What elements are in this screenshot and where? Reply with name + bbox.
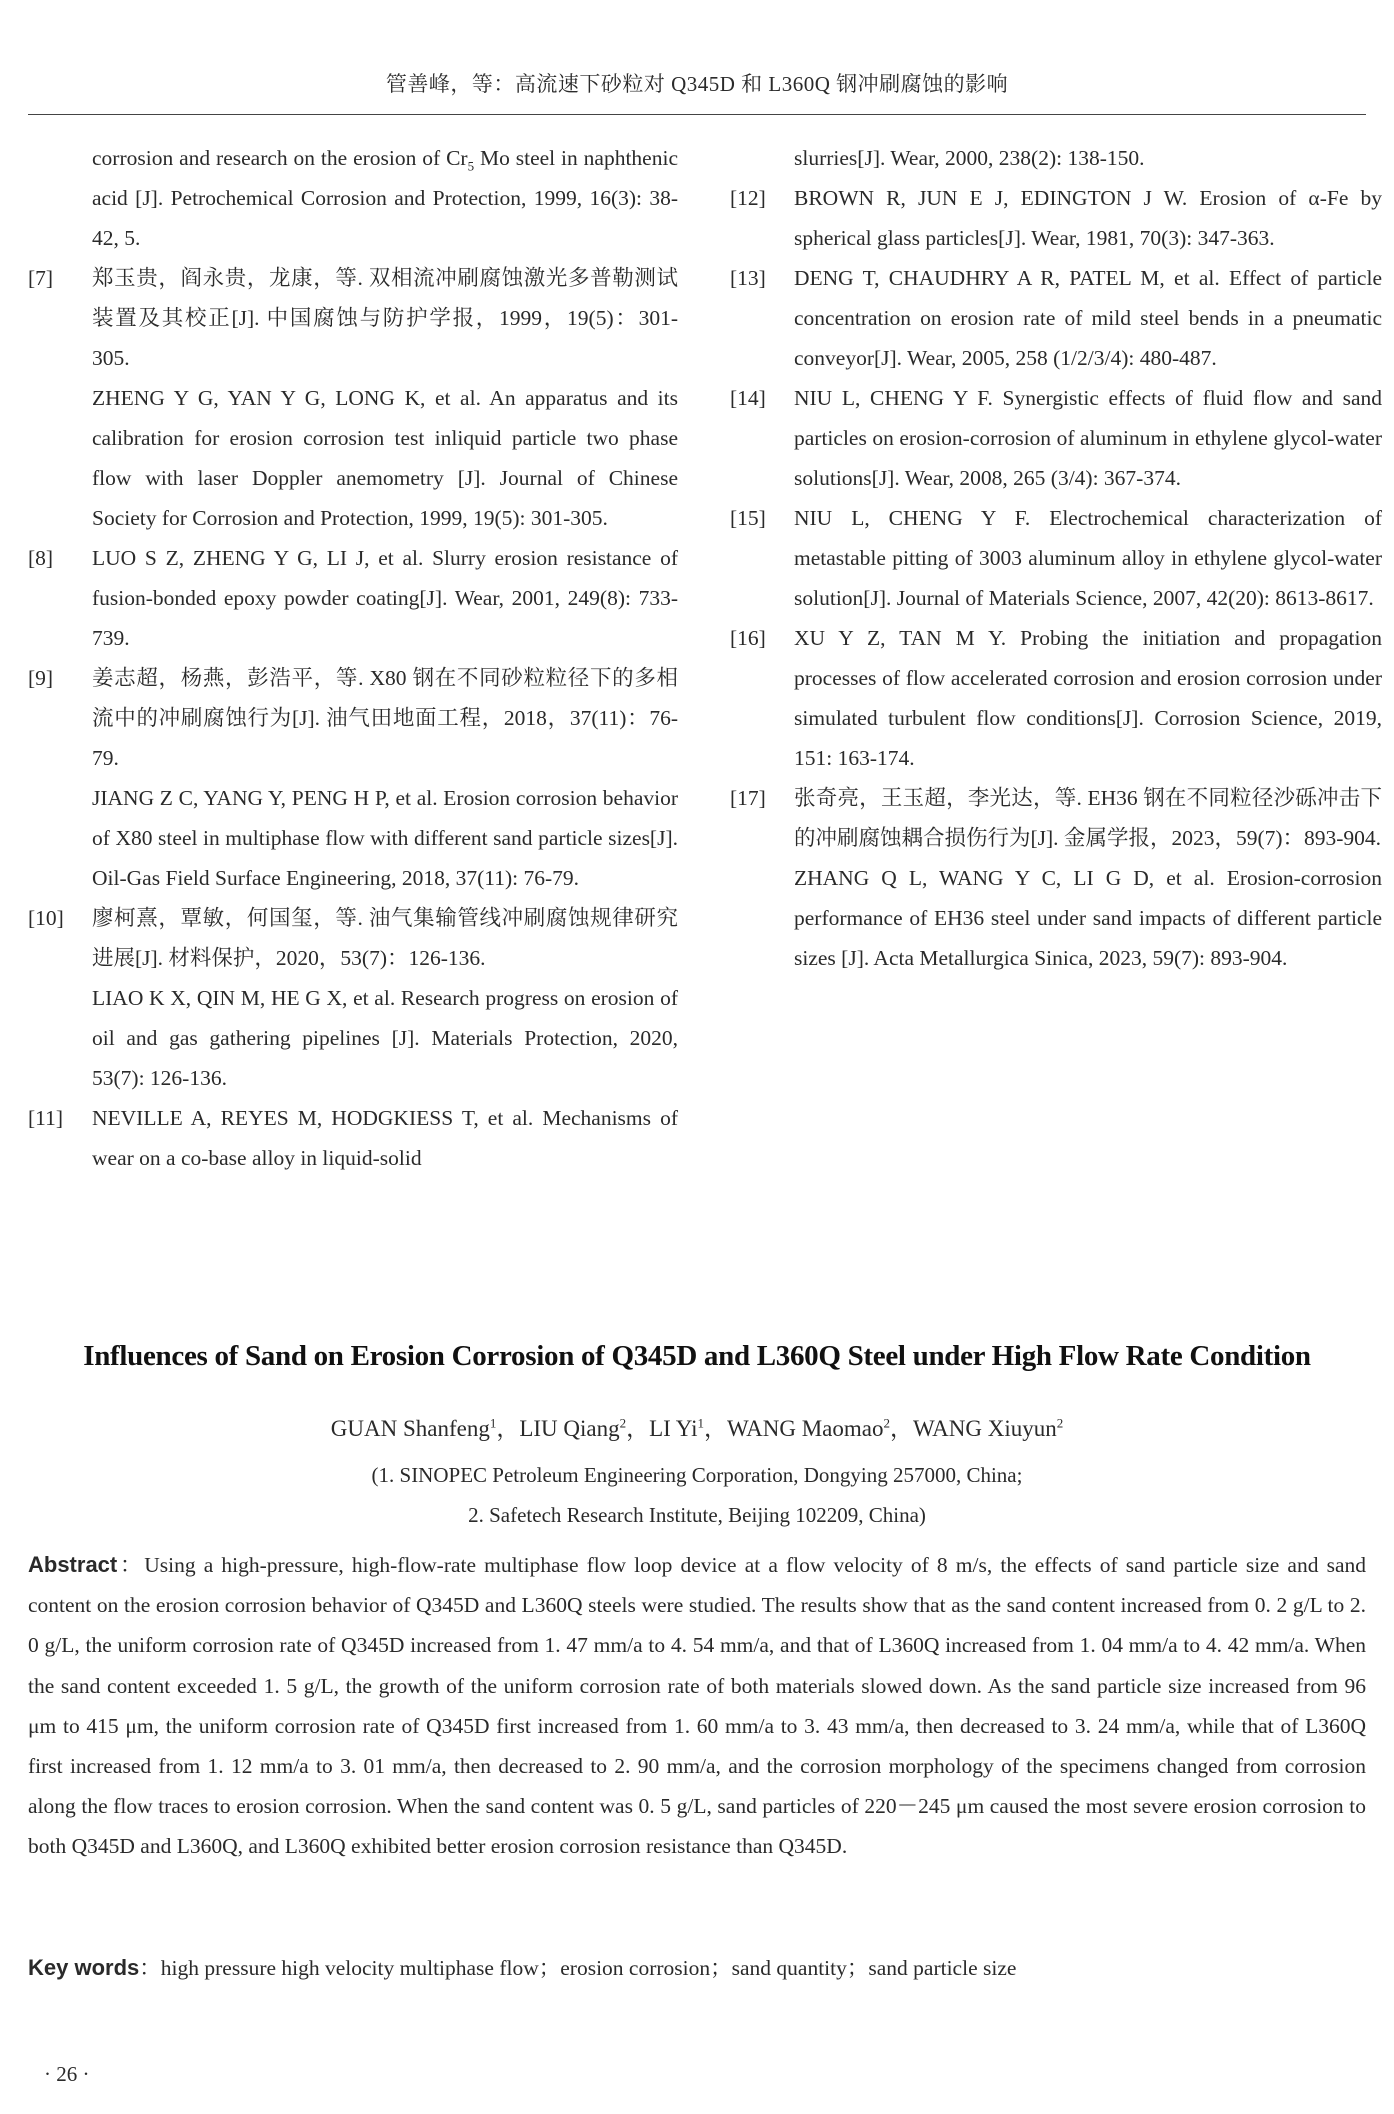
reference-9-english: JIANG Z C, YANG Y, PENG H P, et al. Erosion corrosion behavior of X80 steel in multiphase flow with different sand particle sizes[J]. Oil-Gas Field Surface Engineering, 2018, 37(11): 76-79. bbox=[92, 786, 678, 890]
reference-number: [16] bbox=[730, 626, 766, 650]
reference-number: [13] bbox=[730, 266, 766, 290]
reference-11 bbox=[28, 1098, 678, 1178]
reference-number: [7] bbox=[28, 266, 54, 290]
reference-12 bbox=[730, 178, 1382, 258]
references-right-column bbox=[730, 138, 1382, 978]
english-keywords bbox=[28, 1948, 1366, 1988]
abstract-colon: ： bbox=[117, 1553, 145, 1577]
reference-17 bbox=[730, 778, 1382, 858]
reference-8 bbox=[28, 538, 678, 658]
reference-number: [9] bbox=[28, 666, 54, 690]
reference-number: [10] bbox=[28, 906, 64, 930]
reference-number: [8] bbox=[28, 546, 54, 570]
reference-10-english: LIAO K X, QIN M, HE G X, et al. Research progress on erosion of oil and gas gathering pipelines [J]. Materials Protection, 2020, 53(7): 126-136. bbox=[92, 986, 678, 1090]
author-name: WANG Xiuyun bbox=[912, 1416, 1057, 1441]
author-separator: ， bbox=[889, 1416, 913, 1441]
reference-9 bbox=[28, 658, 678, 778]
author-affiliation-mark: 2 bbox=[883, 1415, 890, 1431]
author-separator: ， bbox=[626, 1416, 650, 1441]
affiliation-2: 2. Safetech Research Institute, Beijing 102209, China) bbox=[468, 1503, 926, 1527]
reference-text: NIU L, CHENG Y F. Electrochemical characterization of metastable pitting of 3003 aluminum alloy in ethylene glycol-water solution[J]. Journal of Materials Science, 2007, 42(20): 8613-8617. bbox=[794, 506, 1382, 610]
reference-continuation: slurries[J]. Wear, 2000, 238(2): 138-150. bbox=[794, 146, 1145, 170]
reference-7-english: ZHENG Y G, YAN Y G, LONG K, et al. An apparatus and its calibration for erosion corrosion test inliquid particle two phase flow with laser Doppler anemometry [J]. Journal of Chinese Society for Corrosion and Protection, 1999, 19(5): 301-305. bbox=[92, 386, 678, 530]
abstract-text: Using a high-pressure, high-flow-rate multiphase flow loop device at a flow velocity of 8 m/s, the effects of sand particle size and sand content on the erosion corrosion behavior of Q345D and L360Q steels were studied. The results show that as the sand content increased from 0. 2 g/L to 2. 0 g/L, the uniform corrosion rate of Q345D increased from 1. 47 mm/a to 4. 54 mm/a, and that of L360Q increased from 1. 04 mm/a to 4. 42 mm/a. When the sand content exceeded 1. 5 g/L, the growth of the uniform corrosion rate of both materials slowed down. As the sand particle size increased from 96 μm to 415 μm, the uniform corrosion rate of Q345D first increased from 1. 60 mm/a to 3. 43 mm/a, then decreased to 3. 24 mm/a, while that of L360Q first increased from 1. 12 mm/a to 3. 01 mm/a, then decreased to 2. 90 mm/a, and the corrosion morphology of the specimens changed from corrosion along the flow traces to erosion corrosion. When the sand content was 0. 5 g/L, sand particles of 220－245 μm caused the most severe erosion corrosion to both Q345D and L360Q, and L360Q exhibited better erosion corrosion resistance than Q345D. bbox=[28, 1553, 1366, 1859]
reference-number: [15] bbox=[730, 506, 766, 530]
english-title: Influences of Sand on Erosion Corrosion of Q345D and L360Q Steel under High Flow Rate Condition bbox=[83, 1340, 1311, 1372]
abstract-label: Abstract bbox=[28, 1552, 118, 1577]
reference-text: 廖柯熹，覃敏，何国玺，等. 油气集输管线冲刷腐蚀规律研究进展[J]. 材料保护，2020，53(7)：126-136. bbox=[92, 906, 678, 970]
affiliations bbox=[0, 1455, 1394, 1535]
author-affiliation-mark: 1 bbox=[489, 1415, 497, 1431]
author-separator: ， bbox=[496, 1416, 520, 1441]
reference-text: LUO S Z, ZHENG Y G, LI J, et al. Slurry erosion resistance of fusion-bonded epoxy powder coating[J]. Wear, 2001, 249(8): 733-739. bbox=[92, 546, 678, 650]
reference-number: [12] bbox=[730, 186, 766, 210]
author-affiliation-mark: 2 bbox=[1056, 1415, 1064, 1431]
reference-text: BROWN R, JUN E J, EDINGTON J W. Erosion of α-Fe by spherical glass particles[J]. Wear, 1981, 70(3): 347-363. bbox=[794, 186, 1382, 250]
keywords-colon: ： bbox=[139, 1956, 161, 1980]
page-number: · 26 · bbox=[44, 2062, 90, 2086]
author-list bbox=[0, 1410, 1394, 1443]
reference-number: [11] bbox=[28, 1106, 64, 1130]
reference-continuation: corrosion and research on the erosion of $Cr_5$ Mo steel in naphthenic acid [J]. Petrochemical Corrosion and Protection, 1999, 16(3): 38-42, 5. bbox=[92, 146, 678, 250]
reference-7 bbox=[28, 258, 678, 378]
author-separator: ， bbox=[703, 1416, 727, 1441]
author-name: LIU Qiang bbox=[519, 1416, 620, 1441]
reference-text: 郑玉贵，阎永贵，龙康，等. 双相流冲刷腐蚀激光多普勒测试装置及其校正[J]. 中国腐蚀与防护学报，1999，19(5)：301-305. bbox=[92, 266, 678, 370]
running-header: 管善峰，等：高流速下砂粒对 Q345D 和 L360Q 钢冲刷腐蚀的影响 bbox=[385, 72, 1009, 96]
reference-10 bbox=[28, 898, 678, 978]
header-divider bbox=[28, 114, 1366, 115]
reference-text: NEVILLE A, REYES M, HODGKIESS T, et al. Mechanisms of wear on a co-base alloy in liquid-solid bbox=[92, 1106, 678, 1170]
reference-text: NIU L, CHENG Y F. Synergistic effects of fluid flow and sand particles on erosion-corrosion of aluminum in ethylene glycol-water solutions[J]. Wear, 2008, 265 (3/4): 367-374. bbox=[794, 386, 1382, 490]
reference-text: 姜志超，杨燕，彭浩平，等. X80 钢在不同砂粒粒径下的多相流中的冲刷腐蚀行为[J]. 油气田地面工程，2018，37(11)：76-79. bbox=[92, 666, 678, 770]
reference-text: 张奇亮，王玉超，李光达，等. EH36 钢在不同粒径沙砾冲击下的冲刷腐蚀耦合损伤行为[J]. 金属学报，2023，59(7)：893-904. bbox=[794, 786, 1382, 850]
reference-15 bbox=[730, 498, 1382, 618]
reference-text: DENG T, CHAUDHRY A R, PATEL M, et al. Effect of particle concentration on erosion rate of mild steel bends in a pneumatic conveyor[J]. Wear, 2005, 258 (1/2/3/4): 480-487. bbox=[794, 266, 1382, 370]
author-name: LI Yi bbox=[649, 1416, 698, 1441]
reference-number: [14] bbox=[730, 386, 766, 410]
author-name: WANG Maomao bbox=[726, 1416, 884, 1441]
reference-13 bbox=[730, 258, 1382, 378]
author-affiliation-mark: 1 bbox=[697, 1415, 704, 1431]
reference-16 bbox=[730, 618, 1382, 778]
keywords-text: high pressure high velocity multiphase flow；erosion corrosion；sand quantity；sand particle size bbox=[160, 1956, 1017, 1980]
reference-text: XU Y Z, TAN M Y. Probing the initiation and propagation processes of flow accelerated corrosion and erosion corrosion under simulated turbulent flow conditions[J]. Corrosion Science, 2019, 151: 163-174. bbox=[794, 626, 1382, 770]
keywords-label: Key words bbox=[28, 1955, 140, 1980]
author-name: GUAN Shanfeng bbox=[330, 1416, 490, 1441]
english-abstract bbox=[28, 1545, 1366, 1867]
reference-14 bbox=[730, 378, 1382, 498]
reference-number: [17] bbox=[730, 786, 766, 810]
author-affiliation-mark: 2 bbox=[619, 1415, 627, 1431]
reference-17-english: ZHANG Q L, WANG Y C, LI G D, et al. Erosion-corrosion performance of EH36 steel under sand impacts of different particle sizes [J]. Acta Metallurgica Sinica, 2023, 59(7): 893-904. bbox=[794, 866, 1382, 970]
affiliation-1: (1. SINOPEC Petroleum Engineering Corporation, Dongying 257000, China; bbox=[371, 1463, 1023, 1487]
references-left-column bbox=[28, 138, 678, 1178]
